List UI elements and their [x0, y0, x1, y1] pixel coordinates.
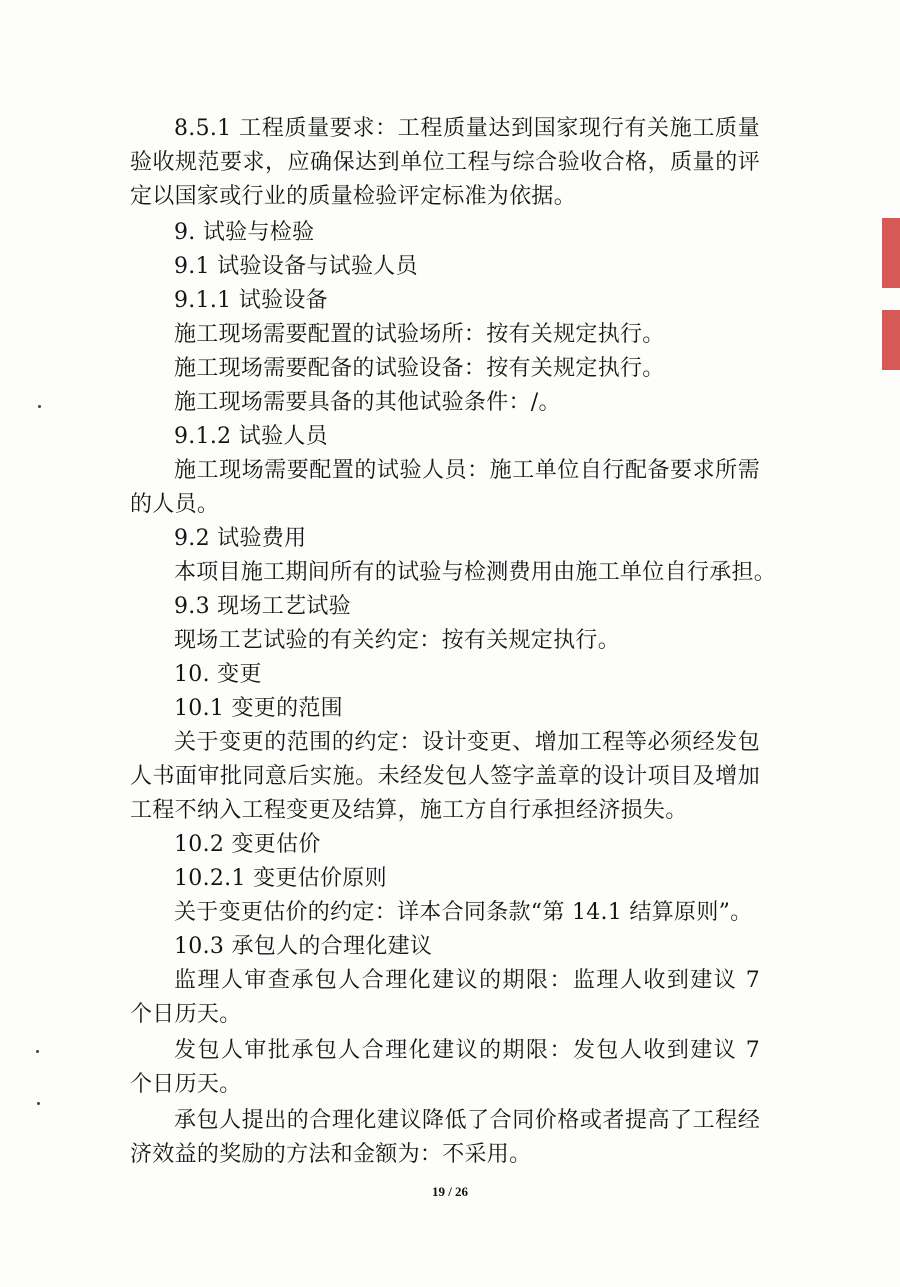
paragraph-test-fees: 本项目施工期间所有的试验与检测费用由施工单位自行承担。 — [174, 560, 777, 585]
paragraph-process-test: 现场工艺试验的有关约定：按有关规定执行。 — [174, 628, 621, 653]
heading-10-1: 10.1 变更的范围 — [174, 696, 343, 721]
heading-10: 10. 变更 — [174, 662, 262, 687]
clause-8-5-1: 8.5.1 工程质量要求：工程质量达到国家现行有关施工质量验收规范要求，应确保达到单位工程与综合验收合格，质量的评定以国家或行业的质量检验评定标准为依据。 — [130, 116, 760, 209]
paragraph-test-personnel: 施工现场需要配置的试验人员：施工单位自行配备要求所需的人员。 — [130, 458, 760, 517]
paragraph-test-equipment: 施工现场需要配备的试验设备：按有关规定执行。 — [174, 356, 665, 381]
heading-9-1: 9.1 试验设备与试验人员 — [174, 254, 418, 279]
scan-speck — [37, 1102, 40, 1105]
document-body — [130, 112, 777, 1172]
heading-10-2: 10.2 变更估价 — [174, 832, 321, 857]
heading-9: 9. 试验与检验 — [174, 220, 315, 245]
scan-speck — [38, 405, 41, 408]
scan-speck — [36, 1050, 39, 1053]
paragraph-proposal-reward: 承包人提出的合理化建议降低了合同价格或者提高了工程经济效益的奖励的方法和金额为：不采用。 — [130, 1108, 760, 1167]
heading-9-2: 9.2 试验费用 — [174, 526, 307, 551]
paragraph-supervisor-review-period: 监理人审查承包人合理化建议的期限：监理人收到建议 7 个日历天。 — [130, 968, 760, 1027]
paragraph-test-site: 施工现场需要配置的试验场所：按有关规定执行。 — [174, 322, 665, 347]
heading-10-3: 10.3 承包人的合理化建议 — [174, 934, 433, 959]
heading-10-2-1: 10.2.1 变更估价原则 — [174, 866, 387, 891]
page-number: 19 / 26 — [431, 1184, 469, 1199]
paragraph-change-valuation: 关于变更估价的约定：详本合同条款“第 14.1 结算原则”。 — [174, 900, 753, 925]
paragraph-test-conditions: 施工现场需要具备的其他试验条件：/。 — [174, 390, 561, 415]
paragraph-change-scope: 关于变更的范围的约定：设计变更、增加工程等必须经发包人书面审批同意后实施。未经发包人签字盖章的设计项目及增加工程不纳入工程变更及结算，施工方自行承担经济损失。 — [130, 730, 760, 823]
seal-edge-mark — [882, 218, 900, 288]
heading-9-3: 9.3 现场工艺试验 — [174, 594, 351, 619]
paragraph-employer-approval-period: 发包人审批承包人合理化建议的期限：发包人收到建议 7 个日历天。 — [130, 1038, 760, 1097]
heading-9-1-1: 9.1.1 试验设备 — [174, 288, 328, 313]
seal-edge-mark — [882, 310, 900, 370]
heading-9-1-2: 9.1.2 试验人员 — [174, 424, 328, 449]
